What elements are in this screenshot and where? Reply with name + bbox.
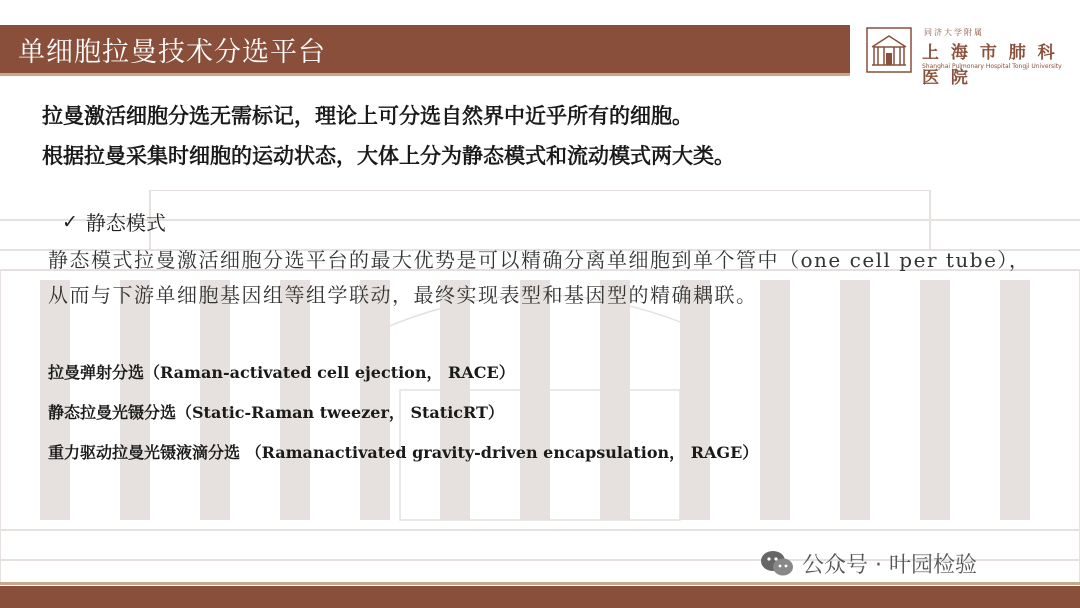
logo-english-name: Shanghai Pulmonary Hospital Tongji University	[922, 63, 1062, 70]
section-body-text: 静态模式拉曼激活细胞分选平台的最大优势是可以精确分离单细胞到单个管中（one cell per tube），从而与下游单细胞基因组等组学联动，最终实现表型和基因型的精确耦联。	[48, 248, 1031, 307]
wechat-watermark	[760, 548, 977, 579]
intro-line-1: 拉曼激活细胞分选无需标记，理论上可分选自然界中近乎所有的细胞。	[42, 103, 693, 128]
logo-name: 上 海 市 肺 科 医 院	[922, 43, 1058, 88]
wechat-icon	[760, 550, 794, 578]
checkmark-icon: ✓	[62, 210, 78, 233]
intro-text	[42, 96, 735, 176]
section-heading	[62, 207, 166, 236]
slide-title: 单细胞拉曼技术分选平台	[18, 36, 326, 68]
watermark-text: 公众号 · 叶园检验	[802, 553, 977, 578]
footer-bar	[0, 586, 1080, 608]
method-item: 重力驱动拉曼光镊液滴分选 （Ramanactivated gravity-driven encapsulation， RAGE）	[48, 443, 759, 462]
intro-line-2: 根据拉曼采集时细胞的运动状态，大体上分为静态模式和流动模式两大类。	[42, 143, 735, 168]
section-heading-text: 静态模式	[85, 211, 166, 235]
hospital-logo	[862, 27, 1074, 88]
method-item: 静态拉曼光镊分选（Static-Raman tweezer， StaticRT）	[48, 403, 504, 422]
method-item: 拉曼弹射分选（Raman-activated cell ejection， RACE）	[48, 363, 515, 382]
hospital-building-emblem-icon	[866, 27, 912, 73]
method-list	[48, 353, 758, 473]
footer-accent-stripe	[0, 582, 1080, 585]
title-bar	[0, 25, 850, 73]
logo-subtitle: 同济大学附属	[924, 28, 984, 37]
title-accent-stripe	[0, 73, 850, 76]
